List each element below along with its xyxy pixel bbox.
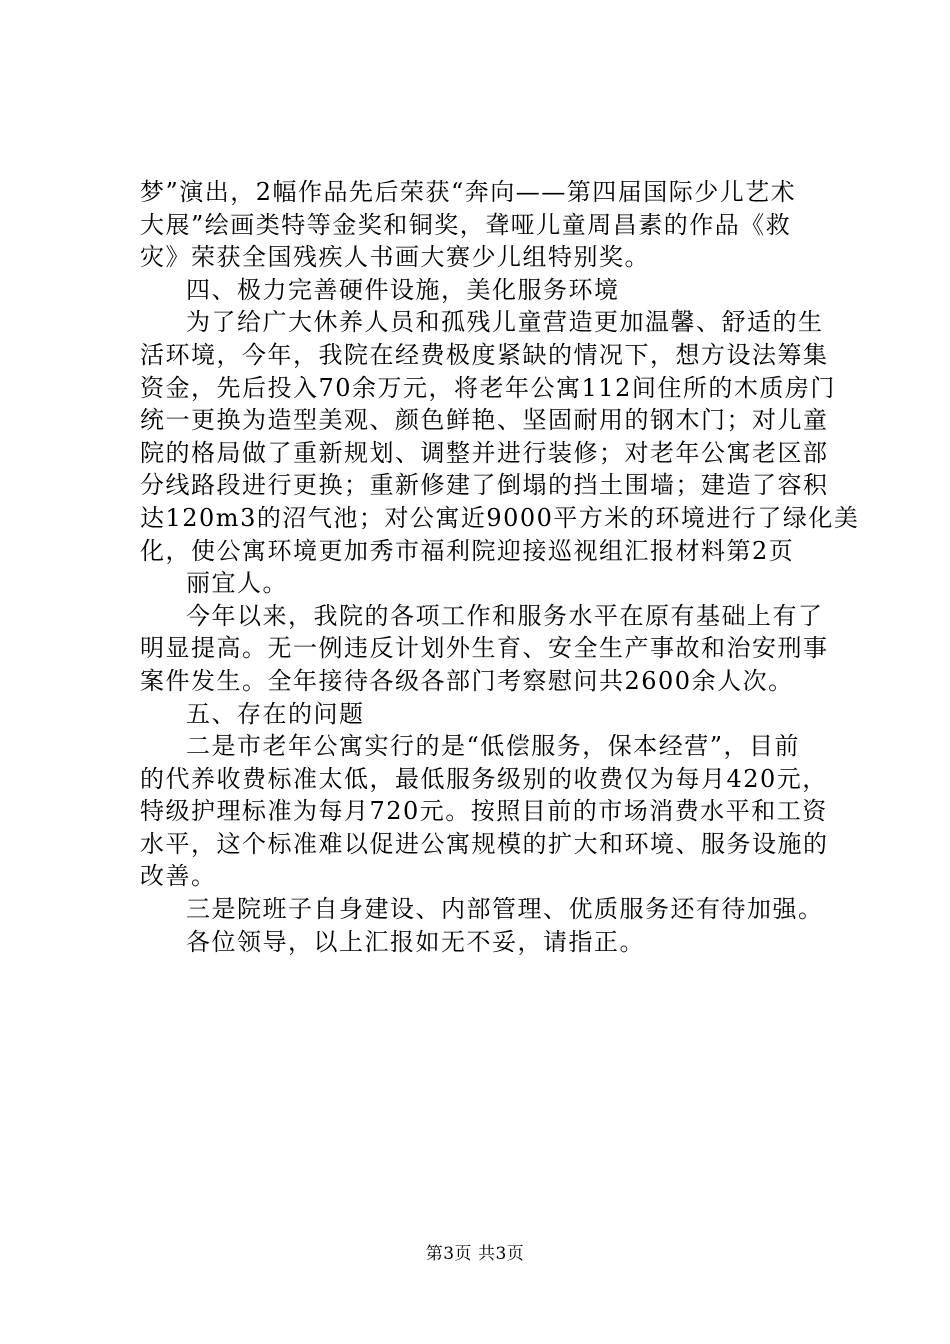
text-line: 活环境，今年，我院在经费极度紧缺的情况下，想方设法筹集 [140, 340, 829, 369]
text-line: 院的格局做了重新规划、调整并进行装修；对老年公寓老区部 [140, 438, 829, 467]
page-footer: 第3页 共3页 [425, 1244, 525, 1264]
text-line: 化，使公寓环境更加秀市福利院迎接巡视组汇报材料第2页 [140, 536, 795, 565]
text-line: 统一更换为造型美观、颜色鲜艳、坚固耐用的钢木门；对儿童 [140, 406, 829, 435]
text-line: 大展”绘画类特等金奖和铜奖，聋哑儿童周昌素的作品《救 [140, 210, 792, 239]
text-line: 分线路段进行更换；重新修建了倒塌的挡土围墙；建造了容积 [140, 471, 829, 500]
document-body [140, 176, 860, 958]
text-line: 梦”演出，2幅作品先后荣获“奔向——第四届国际少儿艺术 [140, 178, 797, 206]
text-line: 水平，这个标准难以促进公寓规模的扩大和环境、服务设施的 [140, 829, 829, 858]
text-line: 改善。 [140, 862, 217, 891]
text-line: 达120m3的沼气池；对公寓近9000平方米的环境进行了绿化美 [140, 503, 860, 532]
text-line: 的代养收费标准太低，最低服务级别的收费仅为每月420元， [140, 764, 828, 793]
text-line: 资金，先后投入70余万元，将老年公寓112间住所的木质房门 [140, 373, 836, 402]
text-line: 案件发生。全年接待各级各部门考察慰问共2600余人次。 [140, 666, 794, 695]
text-line: 丽宜人。 [186, 569, 288, 598]
text-line: 各位领导，以上汇报如无不妥，请指正。 [186, 927, 645, 956]
text-line: 为了给广大休养人员和孤残儿童营造更加温馨、舒适的生 [186, 308, 824, 337]
text-line: 灾》荣获全国残疾人书画大赛少儿组特别奖。 [140, 243, 650, 272]
text-line: 特级护理标准为每月720元。按照目前的市场消费水平和工资 [140, 797, 828, 826]
text-line: 二是市老年公寓实行的是“低偿服务，保本经营”，目前 [186, 732, 801, 761]
text-line: 今年以来，我院的各项工作和服务水平在原有基础上有了 [186, 601, 824, 630]
text-line: 明显提高。无一例违反计划外生育、安全生产事故和治安刑事 [140, 634, 829, 663]
text-line: 五、存在的问题 [186, 699, 365, 728]
text-line: 三是院班子自身建设、内部管理、优质服务还有待加强。 [186, 895, 824, 924]
text-line: 四、极力完善硬件设施，美化服务环境 [186, 275, 620, 304]
